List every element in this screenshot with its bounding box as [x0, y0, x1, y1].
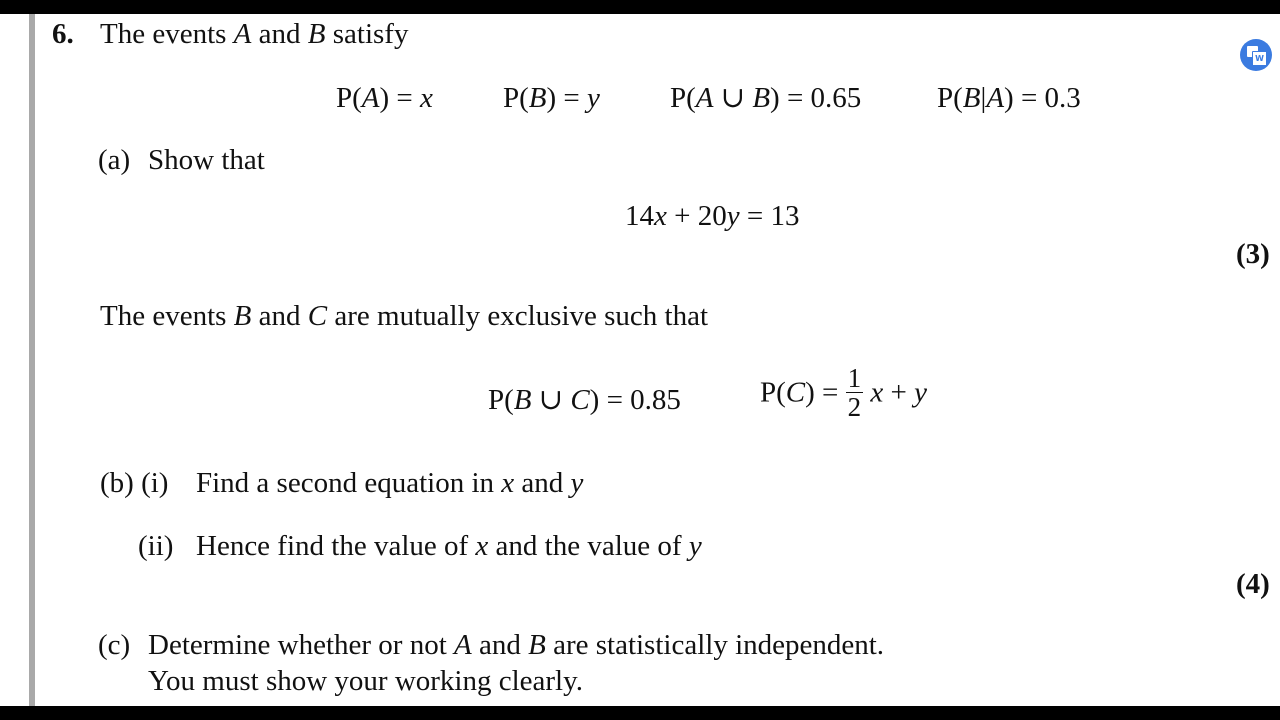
part-c-line2: You must show your working clearly. [148, 665, 583, 697]
given-pa: P(A) = x [336, 82, 433, 114]
top-black-bar [0, 0, 1280, 14]
given-pbuc: P(B ∪ C) = 0.85 [488, 384, 681, 416]
part-b-marks: (4) [1236, 568, 1270, 600]
part-a-label: (a) [98, 144, 131, 176]
translate-icon[interactable] [1240, 39, 1272, 71]
question-number: 6. [52, 18, 74, 50]
part-a-equation: 14x + 20y = 13 [625, 200, 800, 232]
part-b-ii-label: (ii) [138, 530, 174, 562]
part-b-i-text: Find a second equation in x and y [196, 467, 584, 499]
bottom-black-bar [0, 706, 1280, 720]
given-pc: P(C) = $\frac{1}{2}$ x + y [760, 363, 928, 423]
part-c-label: (c) [98, 629, 131, 661]
given-pb: P(B) = y [503, 82, 600, 114]
bc-intro: The events B and C are mutually exclusive such that [100, 300, 709, 332]
question-intro: The events A and B satisfy [100, 18, 409, 50]
part-b-label: (b) (i) [100, 467, 169, 499]
given-pbga: P(B|A) = 0.3 [937, 82, 1081, 114]
part-a-marks: (3) [1236, 238, 1270, 270]
exam-page [0, 14, 1280, 706]
given-paub: P(A ∪ B) = 0.65 [670, 82, 862, 114]
margin-line [29, 14, 35, 706]
doc-w-icon: W [1252, 51, 1267, 66]
part-b-ii-text: Hence find the value of x and the value of y [196, 530, 702, 562]
part-c-line1: Determine whether or not A and B are statistically independent. [148, 629, 885, 661]
part-a-text: Show that [148, 144, 265, 176]
